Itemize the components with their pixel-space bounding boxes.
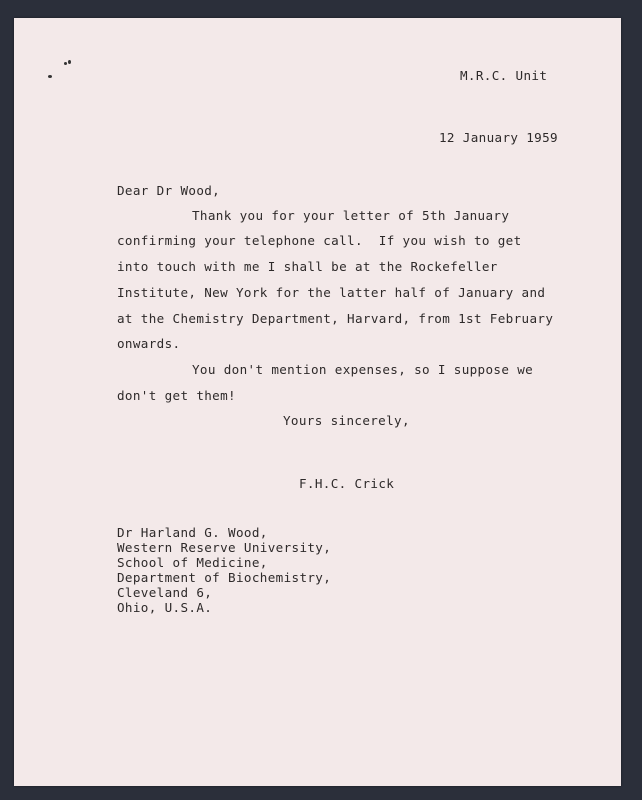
letter-date: 12 January 1959 bbox=[439, 130, 558, 145]
recipient-line: School of Medicine, bbox=[117, 555, 268, 570]
recipient-line: Cleveland 6, bbox=[117, 585, 213, 600]
ink-mark bbox=[68, 60, 71, 64]
recipient-line: Ohio, U.S.A. bbox=[117, 600, 213, 615]
letter-page bbox=[14, 18, 621, 786]
ink-mark bbox=[48, 75, 52, 78]
body-line: don't get them! bbox=[117, 388, 236, 403]
sender-unit: M.R.C. Unit bbox=[460, 68, 548, 83]
recipient-line: Dr Harland G. Wood, bbox=[117, 525, 268, 540]
body-line: Institute, New York for the latter half of January and bbox=[117, 285, 546, 300]
salutation: Dear Dr Wood, bbox=[117, 183, 221, 198]
body-line: confirming your telephone call. If you wish to get bbox=[117, 233, 522, 248]
recipient-line: Department of Biochemistry, bbox=[117, 570, 332, 585]
recipient-line: Western Reserve University, bbox=[117, 540, 332, 555]
ink-mark bbox=[64, 62, 67, 65]
signature: F.H.C. Crick bbox=[299, 476, 395, 491]
body-line: into touch with me I shall be at the Rockefeller bbox=[117, 259, 498, 274]
body-line: at the Chemistry Department, Harvard, from 1st February bbox=[117, 311, 554, 326]
body-line: onwards. bbox=[117, 336, 181, 351]
body-line: Thank you for your letter of 5th January bbox=[192, 208, 510, 223]
closing: Yours sincerely, bbox=[283, 413, 410, 428]
body-line: You don't mention expenses, so I suppose we bbox=[192, 362, 534, 377]
